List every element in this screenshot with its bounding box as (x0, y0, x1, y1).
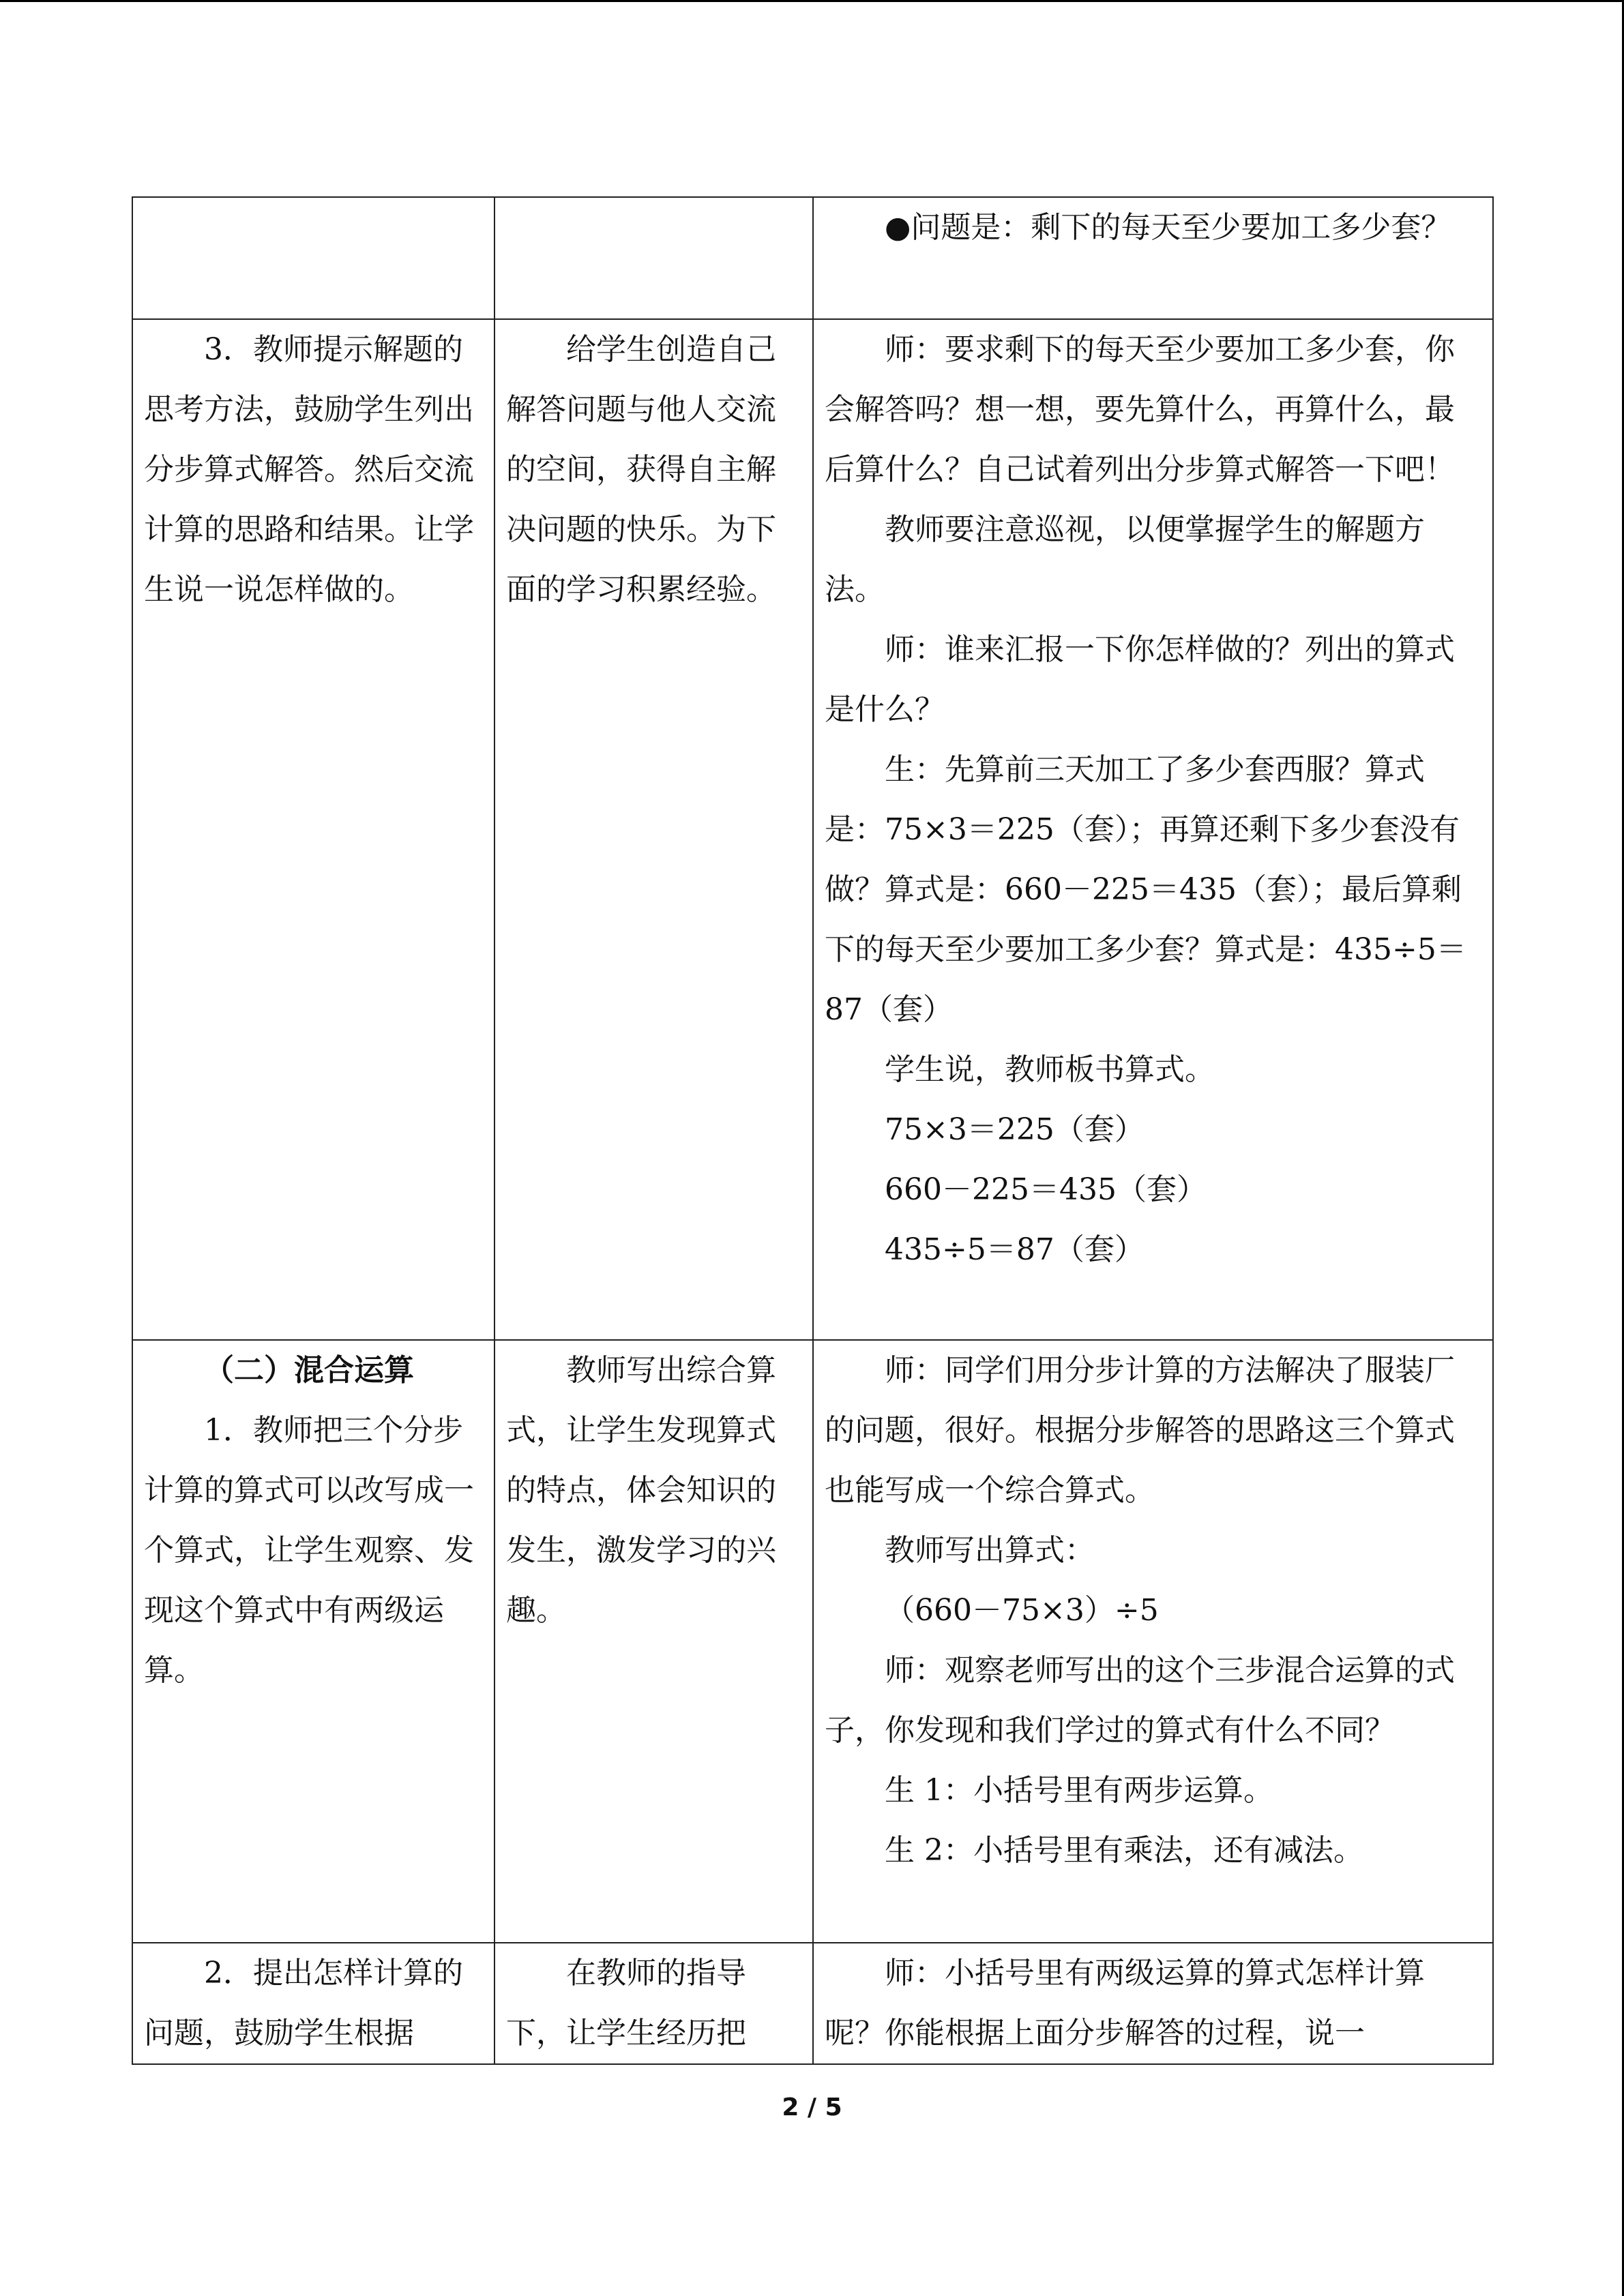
paragraph: 生 2：小括号里有乘法，还有减法。 (885, 1833, 1363, 1868)
equation-line: 435÷5＝87（套） (885, 1232, 1145, 1267)
table-row (132, 319, 1493, 1340)
teaching-process-cell (132, 1340, 494, 1943)
equation-line: 75×3＝225（套） (885, 1112, 1145, 1147)
equation-line: 660－225＝435（套） (885, 1172, 1207, 1207)
paragraph: 教师写出综合算式，让学生发现算式的特点，体会知识的发生，激发学习的兴趣。 (506, 1353, 776, 1628)
section-heading: （二）混合运算 (204, 1353, 414, 1388)
paragraph: 3．教师提示解题的思考方法，鼓励学生列出分步算式解答。然后交流计算的思路和结果。让学生说一说怎样做的。 (144, 332, 474, 607)
table-row (132, 1943, 1493, 2064)
paragraph: 2．提出怎样计算的问题，鼓励学生根据 (144, 1956, 463, 2051)
paragraph: 师：观察老师写出的这个三步混合运算的式子，你发现和我们学过的算式有什么不同？ (825, 1653, 1455, 1748)
paragraph: 1．教师把三个分步计算的算式可以改写成一个算式，让学生观察、发现这个算式中有两级运算。 (144, 1413, 474, 1688)
table-row (132, 1340, 1493, 1943)
classroom-dialogue-cell (813, 197, 1493, 319)
paragraph: 师：要求剩下的每天至少要加工多少套，你会解答吗？想一想，要先算什么，再算什么，最后算什么？自己试着列出分步算式解答一下吧！ (825, 332, 1455, 487)
classroom-dialogue-cell (813, 1340, 1493, 1943)
teaching-process-cell (132, 197, 494, 319)
design-intent-cell (494, 1340, 813, 1943)
paragraph: 给学生创造自己解答问题与他人交流的空间，获得自主解决问题的快乐。为下面的学习积累经验。 (506, 332, 776, 607)
teaching-process-cell (132, 319, 494, 1340)
page-frame-top (0, 0, 1624, 2)
paragraph: 教师要注意巡视，以便掌握学生的解题方法。 (825, 512, 1425, 607)
paragraph: ●问题是：剩下的每天至少要加工多少套？ (885, 210, 1451, 245)
paragraph: 学生说，教师板书算式。 (885, 1052, 1215, 1087)
equation-line: （660－75×3）÷5 (885, 1593, 1159, 1628)
paragraph: 师：同学们用分步计算的方法解决了服装厂的问题，很好。根据分步解答的思路这三个算式也能写成一个综合算式。 (825, 1353, 1455, 1508)
paragraph: 师：小括号里有两级运算的算式怎样计算呢？你能根据上面分步解答的过程，说一 (825, 1956, 1425, 2051)
paragraph: 在教师的指导下，让学生经历把 (506, 1956, 746, 2051)
lesson-plan-table (132, 196, 1494, 2065)
table-row (132, 197, 1493, 319)
classroom-dialogue-cell (813, 319, 1493, 1340)
classroom-dialogue-cell (813, 1943, 1493, 2064)
paragraph: 师：谁来汇报一下你怎样做的？列出的算式是什么？ (825, 632, 1455, 727)
teaching-process-cell (132, 1943, 494, 2064)
page-number: 2 / 5 (782, 2093, 842, 2121)
design-intent-cell (494, 1943, 813, 2064)
design-intent-cell (494, 197, 813, 319)
design-intent-cell (494, 319, 813, 1340)
paragraph: 教师写出算式： (885, 1533, 1095, 1568)
paragraph: 生 1：小括号里有两步运算。 (885, 1773, 1273, 1808)
paragraph: 生：先算前三天加工了多少套西服？算式是：75×3＝225（套）；再算还剩下多少套没有做？算式是：660－225＝435（套）；最后算剩下的每天至少要加工多少套？算式是：435÷5＝87（套） (825, 752, 1466, 1027)
